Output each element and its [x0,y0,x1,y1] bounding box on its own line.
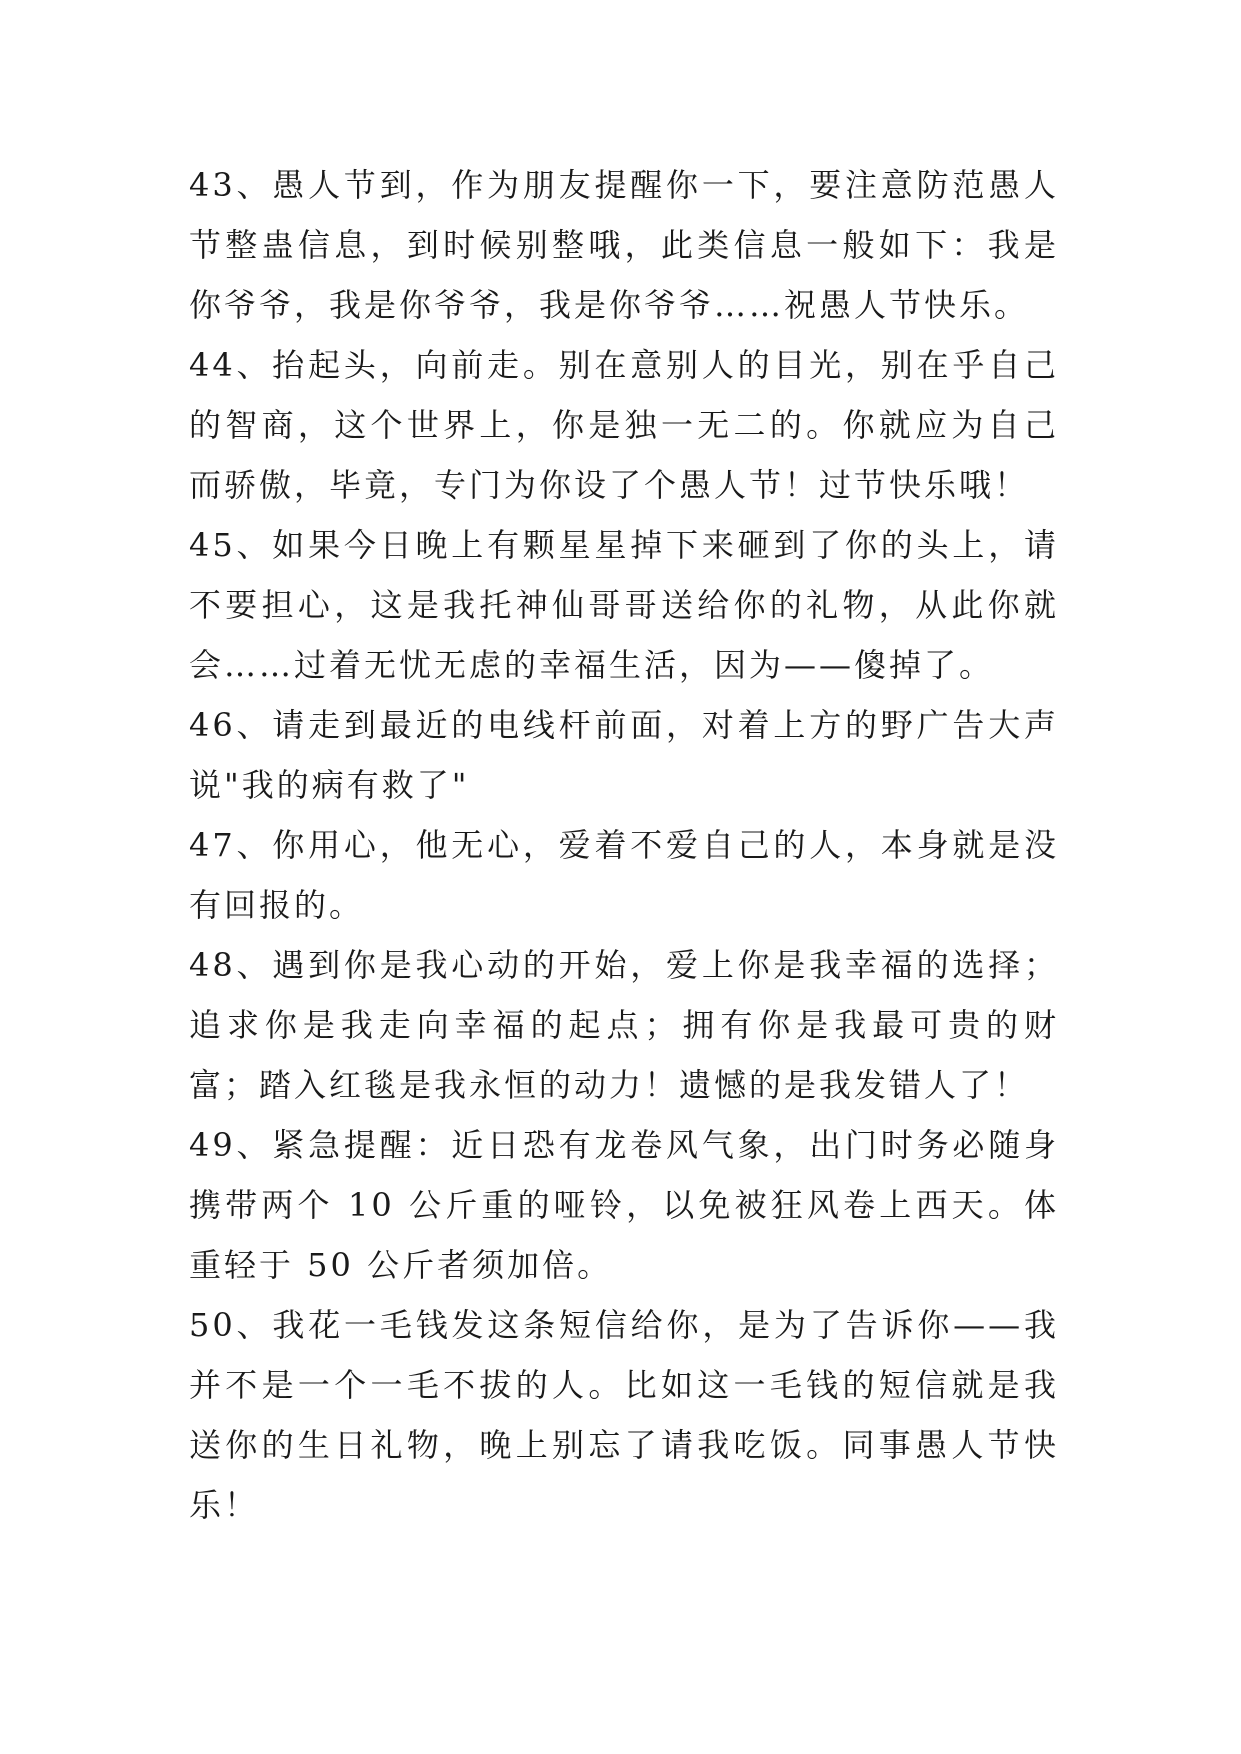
paragraph-44: 44、抬起头，向前走。别在意别人的目光，别在乎自己的智商，这个世界上，你是独一无二的。你就应为自己而骄傲，毕竟，专门为你设了个愚人节！过节快乐哦！ [189,346,1059,504]
paragraph-48: 48、遇到你是我心动的开始，爱上你是我幸福的选择；追求你是我走向幸福的起点；拥有你是我最可贵的财富；踏入红毯是我永恒的动力！遗憾的是我发错人了！ [189,946,1059,1104]
paragraph-49: 49、紧急提醒：近日恐有龙卷风气象，出门时务必随身携带两个 10 公斤重的哑铃，以免被狂风卷上西天。体重轻于 50 公斤者须加倍。 [189,1126,1059,1284]
paragraph-46: 46、请走到最近的电线杆前面，对着上方的野广告大声说"我的病有救了" [189,706,1059,804]
paragraph-47: 47、你用心，他无心，爱着不爱自己的人，本身就是没有回报的。 [189,826,1059,924]
document-body [189,155,1059,1535]
paragraph-45: 45、如果今日晚上有颗星星掉下来砸到了你的头上，请不要担心，这是我托神仙哥哥送给你的礼物，从此你就会……过着无忧无虑的幸福生活，因为——傻掉了。 [189,526,1059,684]
paragraph-43: 43、愚人节到，作为朋友提醒你一下，要注意防范愚人节整蛊信息，到时候别整哦，此类信息一般如下：我是你爷爷，我是你爷爷，我是你爷爷……祝愚人节快乐。 [189,166,1059,324]
paragraph-50: 50、我花一毛钱发这条短信给你，是为了告诉你——我并不是一个一毛不拔的人。比如这一毛钱的短信就是我送你的生日礼物，晚上别忘了请我吃饭。同事愚人节快乐！ [189,1306,1059,1524]
